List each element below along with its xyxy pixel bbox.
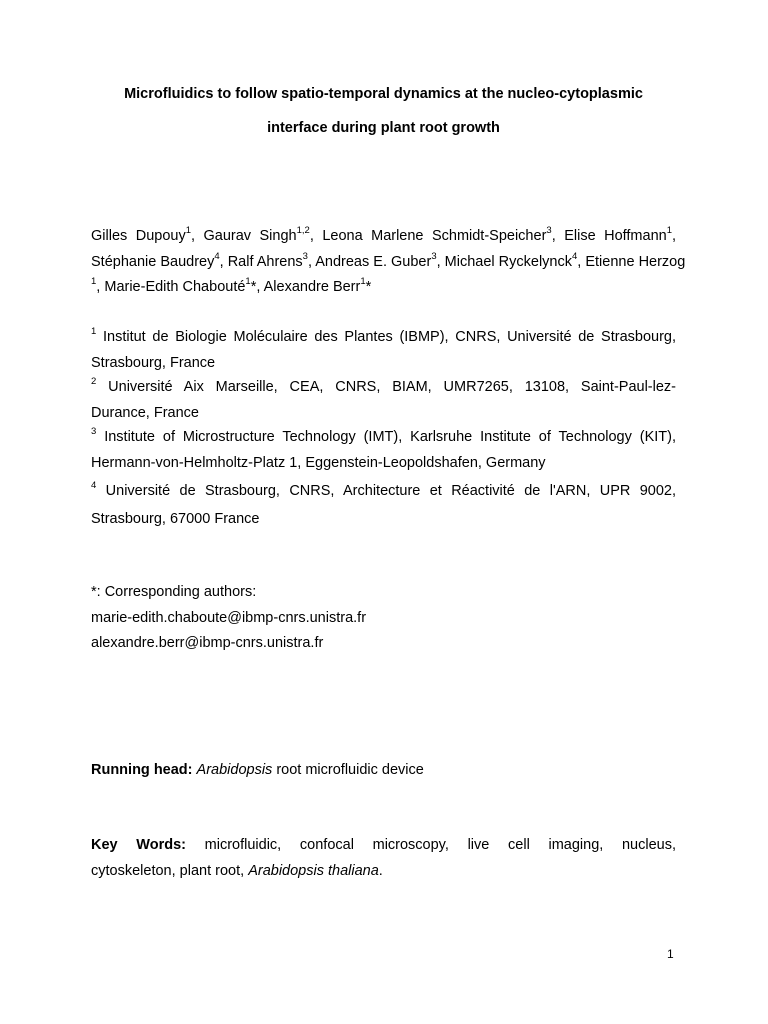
affiliation-number: 2: [91, 376, 97, 388]
running-head: [91, 758, 676, 784]
author-name: Gaurav Singh: [203, 228, 297, 244]
paper-title-line-2: interface during plant root growth: [267, 120, 500, 136]
corresponding-email: marie-edith.chaboute@ibmp-cnrs.unistra.fr: [91, 609, 367, 626]
author-name: Leona Marlene Schmidt-Speicher: [322, 228, 547, 244]
author-affiliation-mark: 3: [546, 225, 552, 237]
affiliation-text: Institut de Biologie Moléculaire des Plantes (IBMP), CNRS, Université de Strasbourg,: [103, 329, 677, 345]
author-affiliation-mark: 4: [214, 250, 220, 262]
paper-title-line-1: Microfluidics to follow spatio-temporal dynamics at the nucleo-cytoplasmic: [124, 86, 643, 102]
author-name: Etienne Herzog: [585, 253, 686, 270]
author-name: Ralf Ahrens: [227, 253, 303, 270]
affiliation-text: Strasbourg, 67000 France: [91, 511, 260, 527]
affiliation-number: 4: [91, 480, 97, 492]
affiliation-4: [91, 477, 676, 533]
author-affiliation-mark: 3: [431, 250, 437, 262]
corresponding-label: *: Corresponding authors:: [91, 584, 257, 600]
author-name: Alexandre Berr: [263, 279, 361, 295]
affiliation-text: Strasbourg, France: [91, 354, 216, 371]
author-name: Andreas E. Guber: [315, 253, 432, 270]
author-affiliation-mark: 1,2: [296, 225, 310, 237]
running-head-species: Arabidopsis: [196, 762, 273, 778]
affiliation-text: Université de Strasbourg, CNRS, Architecture et Réactivité de l'ARN, UPR 9002,: [105, 483, 676, 499]
running-head-label: Running head:: [91, 762, 193, 778]
keywords: [91, 833, 676, 884]
keywords-label: Key Words:: [91, 837, 186, 853]
affiliation-text: Institute of Microstructure Technology (IMT), Karlsruhe Institute of Technology (KIT),: [104, 429, 676, 445]
author-line-1: Gilles Dupouy$^1$, Gaurav Singh$^{1,2}$, Leona Marlene Schmidt-Speicher$^3$, Elise Hoffmann$^1$,: [91, 225, 677, 244]
author-affiliation-mark: 3: [302, 250, 308, 262]
author-name: Marie-Edith Chabouté: [104, 279, 246, 295]
author-line-3: $^1$, Marie-Edith Chabouté$^1$*, Alexandre Berr$^1$*: [91, 276, 372, 295]
author-name: Stéphanie Baudrey: [91, 253, 215, 270]
keywords-text: cytoskeleton, plant root,: [91, 862, 245, 879]
page-number: 1: [667, 947, 674, 961]
affiliation-text: Durance, France: [91, 404, 199, 421]
affiliation-1: [91, 325, 676, 376]
affiliation-text: Hermann-von-Helmholtz-Platz 1, Eggenstein-Leopoldshafen, Germany: [91, 454, 546, 471]
corresponding-authors: [91, 580, 676, 657]
author-name: Michael Ryckelynck: [444, 253, 572, 270]
author-affiliation-mark: 1: [185, 225, 191, 237]
affiliation-2: [91, 375, 676, 426]
keywords-text: microfluidic, confocal microscopy, live cell imaging, nucleus,: [204, 837, 676, 853]
affiliation-3: [91, 425, 676, 476]
running-head-text: root microfluidic device: [276, 762, 424, 778]
author-name: Elise Hoffmann: [564, 228, 667, 244]
affiliation-number: 1: [91, 326, 97, 338]
keywords-period: .: [378, 862, 383, 879]
author-affiliation-mark: 1: [360, 276, 366, 288]
author-affiliation-mark: 1: [245, 276, 251, 288]
corresponding-email: alexandre.berr@ibmp-cnrs.unistra.fr: [91, 635, 324, 651]
author-line-2: Stéphanie Baudrey$^4$, Ralf Ahrens$^3$, Andreas E. Guber$^3$, Michael Ryckelynck$^4$, Etienne Herzog: [91, 250, 686, 270]
affiliation-number: 3: [91, 426, 97, 438]
author-affiliation-mark: 4: [572, 250, 578, 262]
author-affiliation-mark: 1: [666, 225, 672, 237]
author-name: Gilles Dupouy: [91, 228, 186, 244]
author-list: [91, 224, 686, 301]
affiliation-text: Université Aix Marseille, CEA, CNRS, BIAM, UMR7265, 13108, Saint-Paul-lez-: [108, 379, 677, 395]
keywords-species: Arabidopsis thaliana: [248, 862, 379, 879]
author-affiliation-mark: 1: [91, 276, 97, 288]
